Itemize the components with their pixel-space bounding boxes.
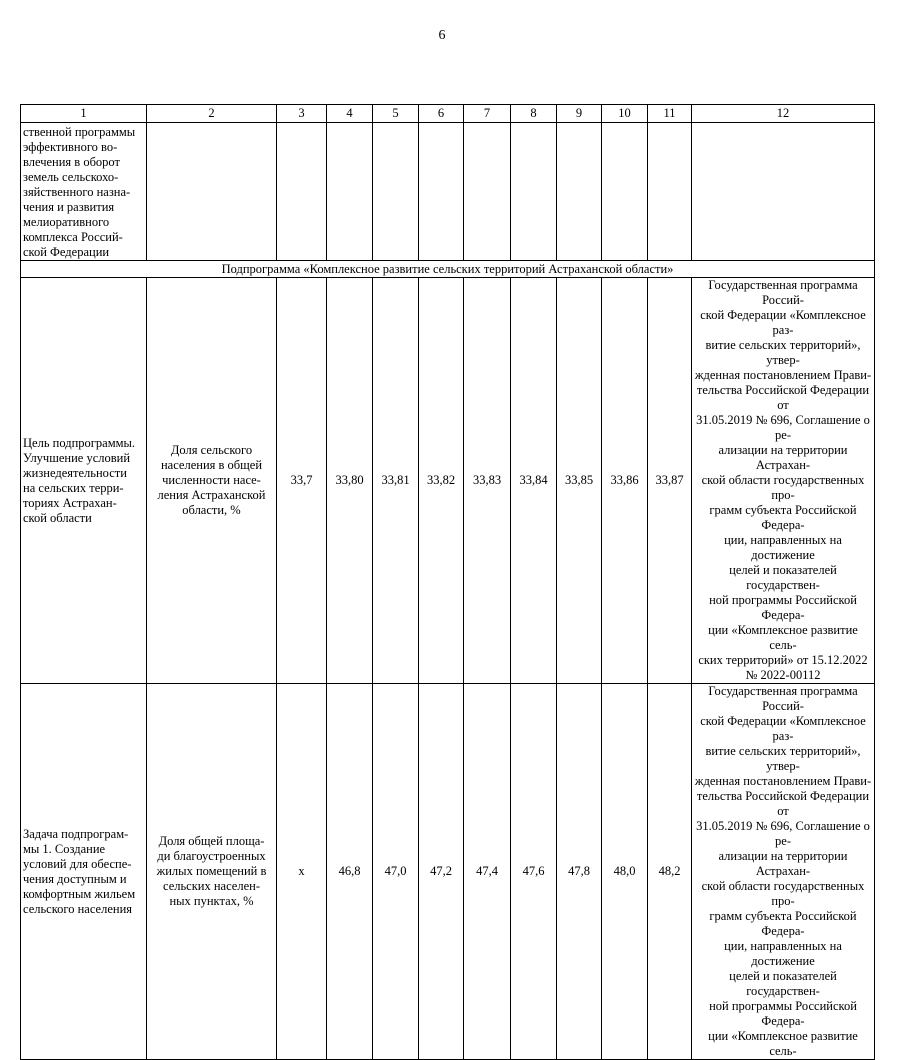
empty-cell — [464, 123, 511, 261]
empty-cell — [648, 123, 692, 261]
value-cell: 47,4 — [464, 684, 511, 1060]
value-cell: 33,86 — [602, 278, 648, 684]
header-cell: 7 — [464, 105, 511, 123]
page-number: 6 — [438, 28, 446, 43]
task-text-cell: Задача подпрограм- мы 1. Создание условий для обеспе- чения доступным и комфортным жильем сельского населения — [21, 684, 147, 1060]
value-cell: 33,82 — [419, 278, 464, 684]
empty-cell — [692, 123, 875, 261]
value-cell: 47,8 — [557, 684, 602, 1060]
value-cell: 47,2 — [419, 684, 464, 1060]
indicator-name-cell: Доля сельского населения в общей численности насе- ления Астраханской области, % — [147, 278, 277, 684]
value-cell: 33,81 — [373, 278, 419, 684]
goal-row — [21, 278, 875, 684]
value-cell: 46,8 — [327, 684, 373, 1060]
legal-basis-cell: Государственная программа Россий- ской Федерации «Комплексное раз- витие сельских территорий», утвер- жденная постановлением Прави- тельства Российской Федерации от 31.05.2019 № 696, Соглашение о ре- ализации на территории Астрахан- ской области государственных про- грамм субъекта Российской Федера- ции, направленных на достижение целей и показателей государствен- ной программы Российской Федера- ции «Комплексное развитие сель- — [692, 684, 875, 1060]
header-cell: 11 — [648, 105, 692, 123]
header-cell: 1 — [21, 105, 147, 123]
empty-cell — [277, 123, 327, 261]
value-cell: 33,85 — [557, 278, 602, 684]
header-cell: 5 — [373, 105, 419, 123]
empty-cell — [602, 123, 648, 261]
column-number-row — [21, 105, 875, 123]
value-cell: 47,0 — [373, 684, 419, 1060]
header-cell: 9 — [557, 105, 602, 123]
goal-text-cell: Цель подпрограммы. Улучшение условий жизнедеятельности на сельских терри- ториях Астрахан- ской области — [21, 278, 147, 684]
subprogram-row — [21, 261, 875, 278]
header-cell: 6 — [419, 105, 464, 123]
header-cell: 3 — [277, 105, 327, 123]
value-cell: 48,0 — [602, 684, 648, 1060]
continued-row — [21, 123, 875, 261]
header-cell: 12 — [692, 105, 875, 123]
header-cell: 2 — [147, 105, 277, 123]
indicator-name-cell: Доля общей площа- ди благоустроенных жилых помещений в сельских населен- ных пунктах, % — [147, 684, 277, 1060]
header-cell: 8 — [511, 105, 557, 123]
subprogram-title: Подпрограмма «Комплексное развитие сельских территорий Астраханской области» — [21, 261, 875, 278]
empty-cell — [511, 123, 557, 261]
header-cell: 4 — [327, 105, 373, 123]
value-cell: 48,2 — [648, 684, 692, 1060]
task-row — [21, 684, 875, 1060]
indicators-table — [20, 104, 875, 1060]
empty-cell — [373, 123, 419, 261]
value-cell: 33,80 — [327, 278, 373, 684]
value-cell: 47,6 — [511, 684, 557, 1060]
legal-basis-cell: Государственная программа Россий- ской Федерации «Комплексное раз- витие сельских территорий», утвер- жденная постановлением Прави- тельства Российской Федерации от 31.05.2019 № 696, Соглашение о ре- ализации на территории Астрахан- ской области государственных про- грамм субъекта Российской Федера- ции, направленных на достижение целей и показателей государствен- ной программы Российской Федера- ции «Комплексное развитие сель- ских территорий» от 15.12.2022 № 2022-00112 — [692, 278, 875, 684]
empty-cell — [557, 123, 602, 261]
empty-cell — [327, 123, 373, 261]
header-cell: 10 — [602, 105, 648, 123]
value-cell: 33,7 — [277, 278, 327, 684]
value-cell: x — [277, 684, 327, 1060]
value-cell: 33,87 — [648, 278, 692, 684]
goal-text-cell: ственной программы эффективного во- влечения в оборот земель сельскохо- зяйственного назна- чения и развития мелиоративного комплекса Россий- ской Федерации — [21, 123, 147, 261]
value-cell: 33,84 — [511, 278, 557, 684]
empty-cell — [147, 123, 277, 261]
value-cell: 33,83 — [464, 278, 511, 684]
empty-cell — [419, 123, 464, 261]
